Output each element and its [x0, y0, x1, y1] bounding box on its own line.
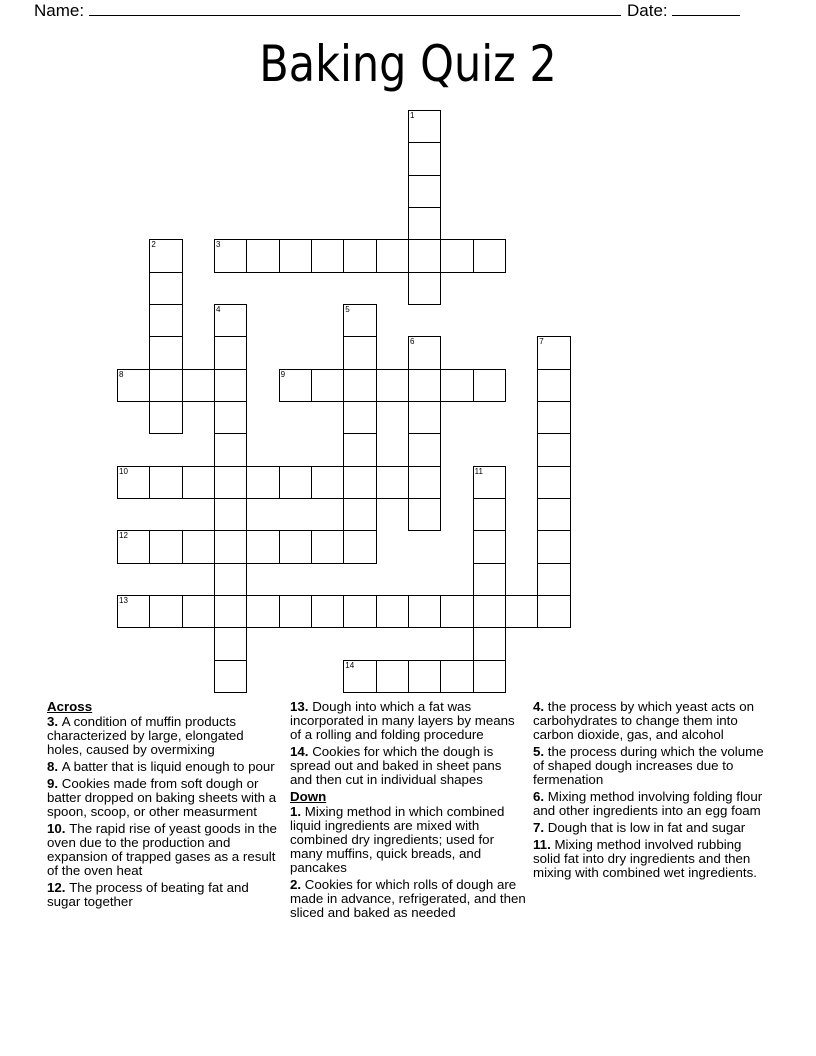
grid-cell[interactable] — [149, 369, 182, 402]
grid-cell[interactable] — [408, 110, 441, 143]
grid-cell[interactable] — [408, 369, 441, 402]
cell-number: 1 — [409, 111, 415, 120]
grid-cell[interactable] — [182, 466, 215, 499]
grid-cell[interactable] — [214, 369, 247, 402]
grid-cell[interactable] — [343, 466, 376, 499]
grid-cell[interactable] — [473, 530, 506, 563]
across-clue: 8. A batter that is liquid enough to pour — [47, 759, 275, 774]
grid-cell[interactable] — [117, 369, 150, 402]
grid-cell[interactable] — [408, 498, 441, 531]
grid-cell[interactable] — [343, 595, 376, 628]
grid-cell[interactable] — [117, 530, 150, 563]
grid-cell[interactable] — [537, 466, 570, 499]
grid-cell[interactable] — [408, 272, 441, 305]
grid-cell[interactable] — [214, 530, 247, 563]
grid-cell[interactable] — [246, 530, 279, 563]
cell-number: 12 — [119, 531, 128, 541]
grid-cell[interactable] — [376, 239, 409, 272]
grid-cell[interactable] — [149, 304, 182, 337]
cell-number: 5 — [345, 304, 350, 314]
grid-cell[interactable] — [214, 627, 247, 660]
cell-number: 14 — [345, 660, 355, 670]
page-title: Baking Quiz 2 — [259, 35, 557, 93]
cell-number: 13 — [119, 595, 128, 605]
grid-cell[interactable] — [537, 433, 570, 466]
grid-cell[interactable] — [408, 466, 441, 499]
across-heading: Across — [47, 699, 93, 714]
grid-cell[interactable] — [408, 433, 441, 466]
grid-cell[interactable] — [440, 595, 473, 628]
grid-cell[interactable] — [214, 401, 247, 434]
cell-number: 2 — [151, 240, 156, 250]
cell-number: 3 — [215, 240, 221, 250]
across-clue: 10. The rapid rise of yeast goods in the oven due to the production and expansion of trapped gases as a result of the oven heat — [47, 821, 277, 878]
name-field[interactable] — [34, 0, 621, 23]
grid-cell[interactable] — [117, 466, 150, 499]
grid-cell[interactable] — [214, 336, 247, 369]
grid-cell[interactable] — [311, 369, 344, 402]
down-clue: 7. Dough that is low in fat and sugar — [533, 820, 746, 835]
clue-column-3 — [533, 700, 765, 883]
grid-cell[interactable] — [149, 530, 182, 563]
grid-cell[interactable] — [343, 239, 376, 272]
grid-cell[interactable] — [408, 207, 441, 240]
grid-cell[interactable] — [408, 142, 441, 175]
cell-number: 8 — [119, 369, 124, 379]
grid-cell[interactable] — [279, 530, 312, 563]
grid-cell[interactable] — [408, 239, 441, 272]
grid-cell[interactable] — [214, 239, 247, 272]
grid-cell[interactable] — [149, 466, 182, 499]
grid-cell[interactable] — [473, 563, 506, 596]
grid-cell[interactable] — [182, 530, 215, 563]
grid-cell[interactable] — [311, 530, 344, 563]
grid-cell[interactable] — [246, 466, 279, 499]
grid-cell[interactable] — [149, 272, 182, 305]
grid-cell[interactable] — [343, 369, 376, 402]
grid-cell[interactable] — [117, 595, 150, 628]
grid-cell[interactable] — [343, 498, 376, 531]
grid-cell[interactable] — [343, 336, 376, 369]
across-clue: 14. Cookies for which the dough is spread out and baked in sheet pans and then cut in individual shapes — [290, 744, 502, 787]
cell-number: 9 — [280, 369, 286, 379]
grid-cell[interactable] — [473, 627, 506, 660]
grid-cell[interactable] — [376, 660, 409, 693]
down-clue: 1. Mixing method in which combined liquid ingredients are mixed with combined dry ingredients; used for many muffins, quick breads, and pancakes — [290, 804, 505, 875]
grid-cell[interactable] — [537, 401, 570, 434]
name-line[interactable] — [89, 0, 621, 16]
down-clue: 4. the process by which yeast acts on carbohydrates to change them into carbon dioxide, gas, and alcohol — [533, 699, 755, 742]
grid-cell[interactable] — [440, 239, 473, 272]
grid-cell[interactable] — [214, 498, 247, 531]
down-clue: 2. Cookies for which rolls of dough are made in advance, refrigerated, and then sliced and baked as needed — [290, 877, 526, 920]
grid-cell[interactable] — [537, 369, 570, 402]
grid-cell[interactable] — [408, 595, 441, 628]
grid-cell[interactable] — [473, 466, 506, 499]
across-clue: 12. The process of beating fat and sugar together — [47, 880, 249, 909]
grid-cell[interactable] — [214, 466, 247, 499]
grid-cell[interactable] — [246, 595, 279, 628]
grid-cell[interactable] — [279, 595, 312, 628]
grid-cell[interactable] — [408, 401, 441, 434]
grid-cell[interactable] — [473, 369, 506, 402]
grid-cell[interactable] — [214, 660, 247, 693]
down-clue: 5. the process during which the volume of shaped dough increases due to fermenation — [533, 744, 764, 787]
clue-column-2 — [290, 700, 526, 923]
grid-cell[interactable] — [214, 563, 247, 596]
grid-cell[interactable] — [473, 660, 506, 693]
grid-cell[interactable] — [182, 369, 215, 402]
grid-cell[interactable] — [376, 595, 409, 628]
grid-cell[interactable] — [376, 466, 409, 499]
date-label: Date: — [627, 1, 668, 20]
name-label: Name: — [34, 1, 85, 20]
grid-cell[interactable] — [537, 563, 570, 596]
grid-cell[interactable] — [537, 336, 570, 369]
grid-cell[interactable] — [182, 595, 215, 628]
grid-cell[interactable] — [408, 336, 441, 369]
grid-cell[interactable] — [408, 660, 441, 693]
grid-cell[interactable] — [473, 239, 506, 272]
grid-cell[interactable] — [473, 498, 506, 531]
date-field[interactable] — [627, 0, 740, 23]
down-heading: Down — [290, 789, 327, 804]
grid-cell[interactable] — [214, 595, 247, 628]
grid-cell[interactable] — [149, 595, 182, 628]
cell-number: 10 — [119, 466, 128, 476]
cell-number: 4 — [215, 304, 221, 314]
grid-cell[interactable] — [311, 466, 344, 499]
across-clue: 9. Cookies made from soft dough or batter dropped on baking sheets with a spoon, scoop, or other measurment — [47, 776, 277, 819]
grid-cell[interactable] — [505, 595, 538, 628]
date-line[interactable] — [672, 0, 740, 16]
grid-cell[interactable] — [376, 369, 409, 402]
grid-cell[interactable] — [343, 304, 376, 337]
grid-cell[interactable] — [279, 466, 312, 499]
grid-cell[interactable] — [343, 530, 376, 563]
grid-cell[interactable] — [473, 595, 506, 628]
grid-cell[interactable] — [214, 304, 247, 337]
down-clue: 6. Mixing method involving folding flour and other ingredients into an egg foam — [533, 789, 763, 818]
clue-column-1 — [47, 700, 279, 912]
grid-cell[interactable] — [149, 239, 182, 272]
cell-number: 11 — [474, 466, 483, 476]
grid-cell[interactable] — [149, 336, 182, 369]
grid-cell[interactable] — [440, 660, 473, 693]
cell-number: 7 — [539, 337, 544, 347]
grid-cell[interactable] — [343, 433, 376, 466]
down-clue: 11. Mixing method involved rubbing solid fat into dry ingredients and then mixing with combined wet ingredients. — [533, 837, 757, 880]
grid-cell[interactable] — [279, 239, 312, 272]
grid-cell[interactable] — [537, 530, 570, 563]
across-clue: 3. A condition of muffin products characterized by large, elongated holes, caused by overmixing — [47, 714, 244, 757]
grid-cell[interactable] — [246, 239, 279, 272]
grid-cell[interactable] — [214, 433, 247, 466]
grid-cell[interactable] — [408, 175, 441, 208]
grid-cell[interactable] — [311, 595, 344, 628]
grid-cell[interactable] — [537, 498, 570, 531]
grid-cell[interactable] — [537, 595, 570, 628]
across-clue: 13. Dough into which a fat was incorporated in many layers by means of a rolling and folding procedure — [290, 699, 515, 742]
grid-cell[interactable] — [440, 369, 473, 402]
grid-cell[interactable] — [149, 401, 182, 434]
grid-cell[interactable] — [311, 239, 344, 272]
grid-cell[interactable] — [279, 369, 312, 402]
cell-number: 6 — [409, 337, 415, 347]
grid-cell[interactable] — [343, 401, 376, 434]
grid-cell[interactable] — [343, 660, 376, 693]
